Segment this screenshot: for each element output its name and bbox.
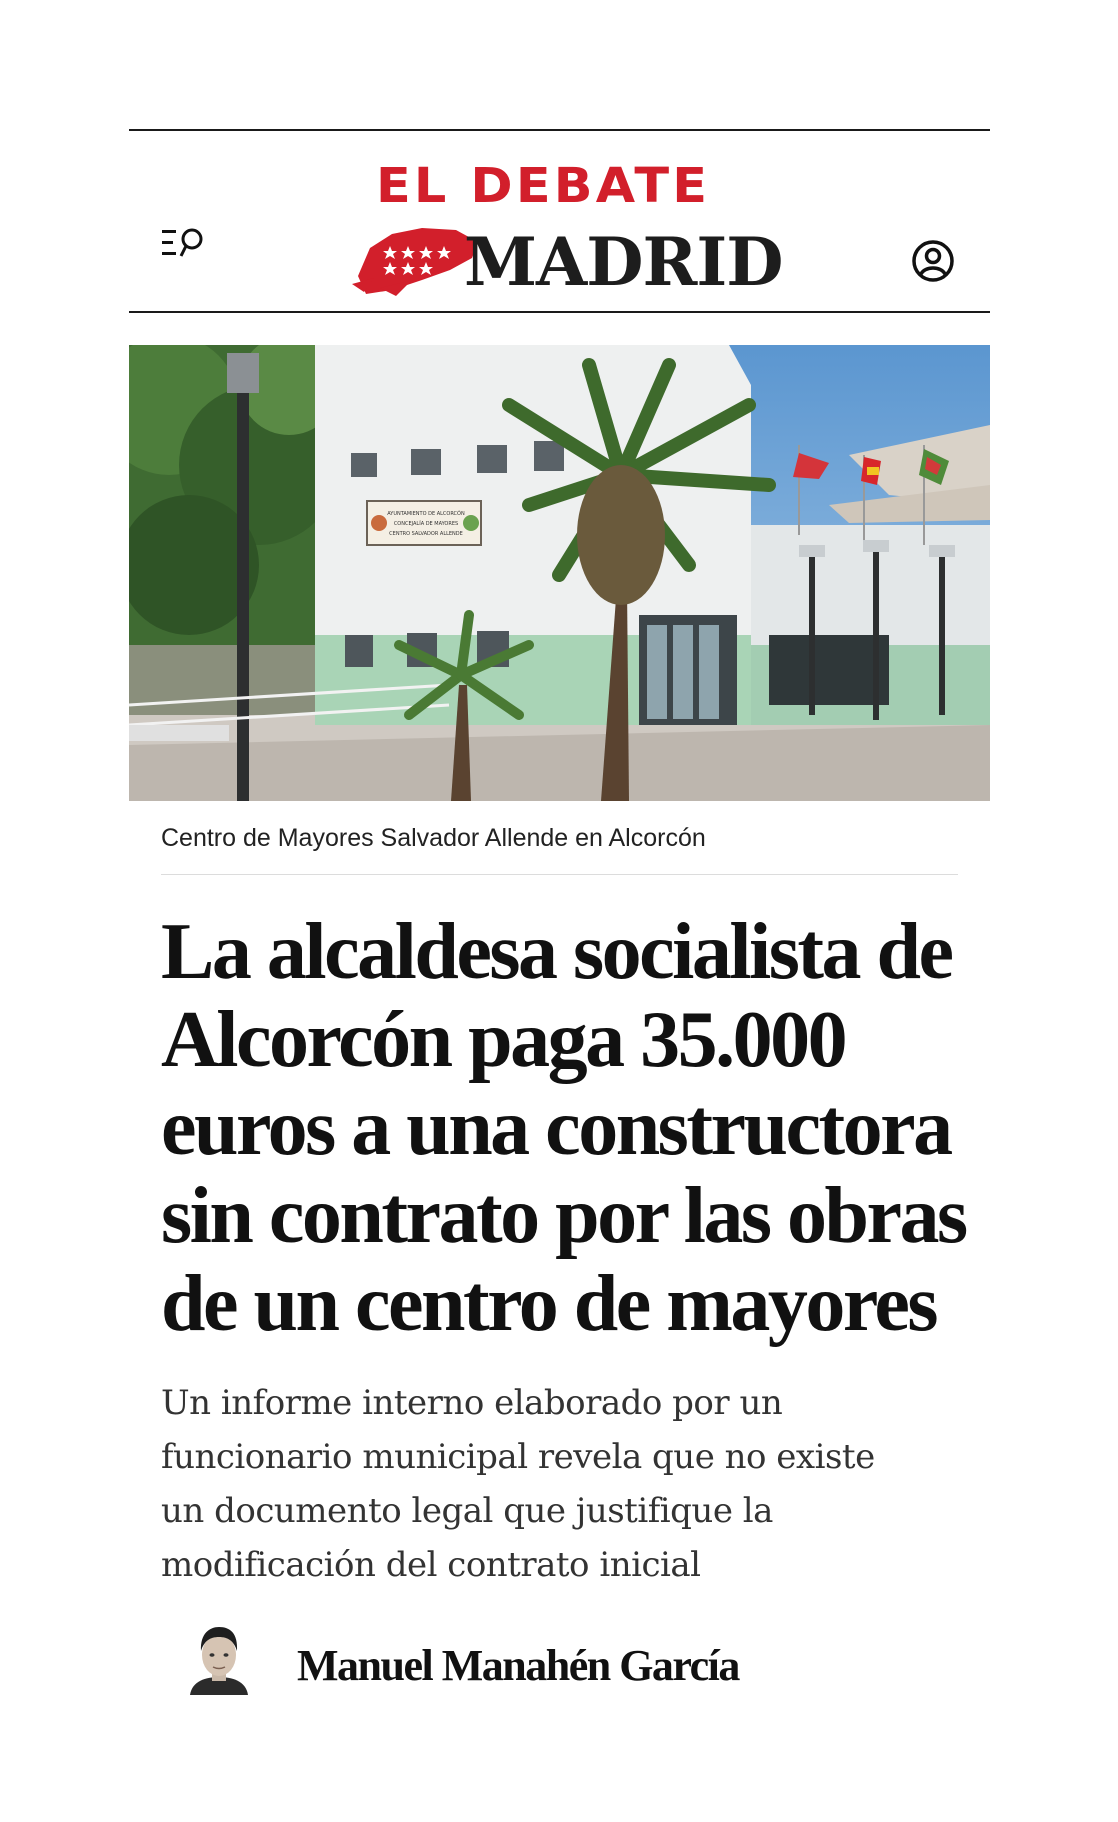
article-subtitle [161, 1376, 961, 1592]
article-headline [161, 908, 981, 1348]
hero-image[interactable] [129, 345, 990, 801]
header-bottom-rule [129, 311, 990, 313]
subtitle-line: Un informe interno elaborado por un [161, 1383, 783, 1423]
headline-line: de un centro de mayores [161, 1260, 937, 1348]
headline-line: Alcorcón paga 35.000 [161, 996, 846, 1084]
sign-line-3: CENTRO SALVADOR ALLENDE [389, 531, 463, 537]
author-avatar[interactable] [186, 1625, 252, 1695]
headline-line: sin contrato por las obras [161, 1172, 966, 1260]
menu-search-icon[interactable] [160, 226, 206, 260]
headline-line: euros a una constructora [161, 1084, 951, 1172]
sign-line-2: CONCEJALÍA DE MAYORES [393, 521, 459, 527]
image-caption: Centro de Mayores Salvador Allende en Alcorcón [161, 824, 706, 852]
headline-line: La alcaldesa socialista de [161, 908, 952, 996]
caption-divider [161, 874, 958, 875]
subtitle-line: modificación del contrato inicial [161, 1545, 701, 1585]
subtitle-line: funcionario municipal revela que no existe [161, 1437, 875, 1477]
header-top-rule [129, 129, 990, 131]
brand-madrid: MADRID [464, 223, 783, 301]
subtitle-line: un documento legal que justifique la [161, 1491, 773, 1531]
user-account-icon[interactable] [910, 238, 956, 284]
brand-el-debate: EL DEBATE [376, 158, 711, 214]
sign-line-1: AYUNTAMIENTO DE ALCORCÓN [387, 511, 465, 517]
author-name-link[interactable]: Manuel Manahén García [297, 1641, 739, 1690]
site-logo[interactable] [352, 158, 783, 305]
